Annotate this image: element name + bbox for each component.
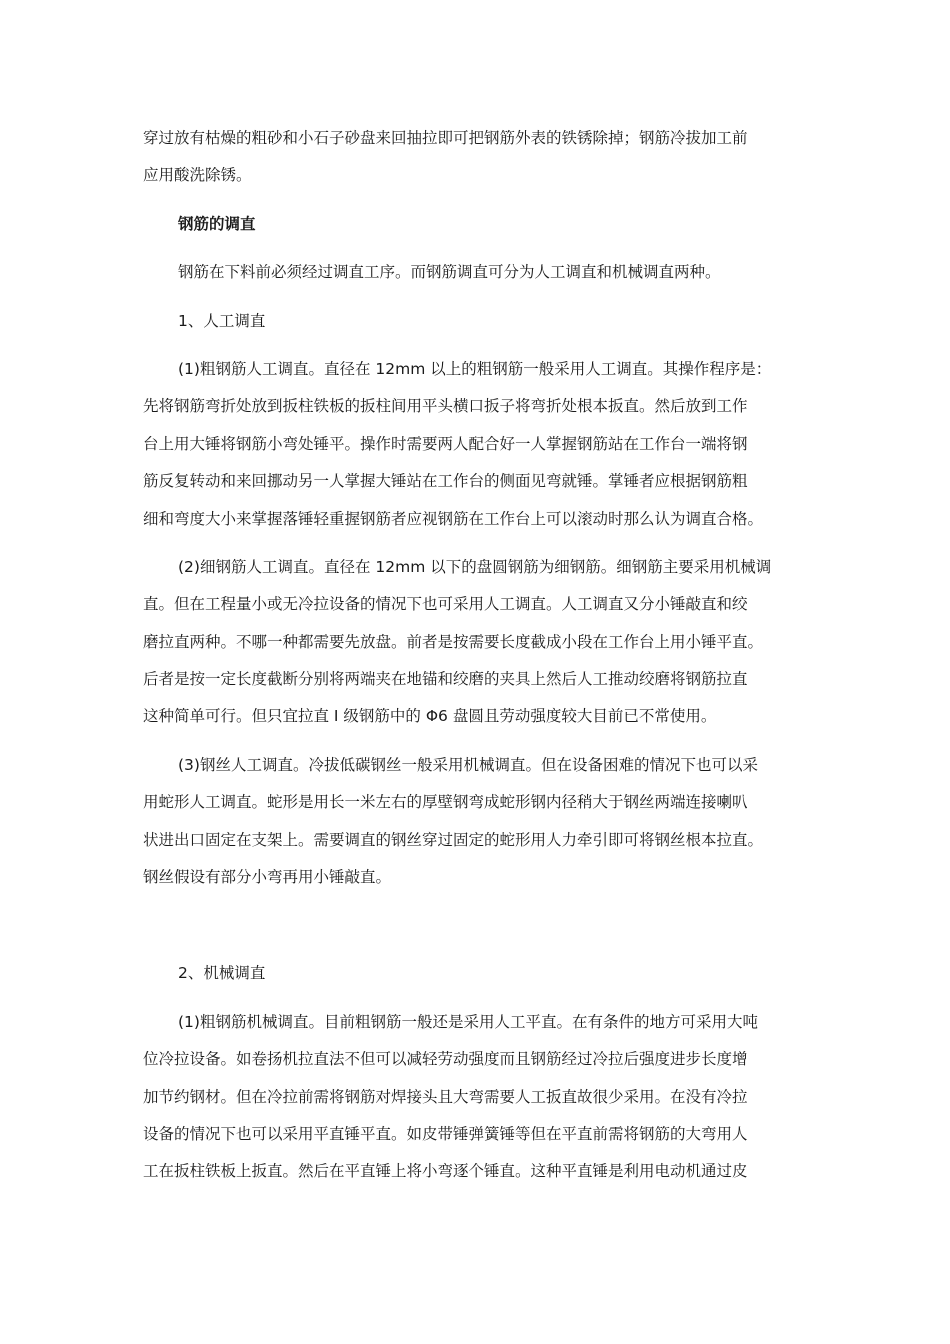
text-line: 工在扳柱铁板上扳直。然后在平直锤上将小弯逐个锤直。这种平直锤是利用电动机通过皮 <box>143 1162 748 1181</box>
text-line: 1、人工调直 <box>178 311 266 330</box>
text-line: 磨拉直两种。不哪一种都需要先放盘。前者是按需要长度截成小段在工作台上用小锤平直。 <box>143 632 764 651</box>
paragraph <box>143 549 815 736</box>
text-line: 穿过放有枯燥的粗砂和小石子砂盘来回抽拉即可把钢筋外表的铁锈除掉；钢筋冷拔加工前 <box>143 129 748 147</box>
text-line: 应用酸洗除锈。 <box>143 166 252 185</box>
text-line: 状进出口固定在支架上。需要调直的钢丝穿过固定的蛇形用人力牵引即可将钢丝根本拉直。 <box>143 830 764 849</box>
text-line: (3)钢丝人工调直。冷拔低碳钢丝一般采用机械调直。但在设备困难的情况下也可以采 <box>178 755 758 774</box>
text-line: 加节约钢材。但在冷拉前需将钢筋对焊接头且大弯需要人工扳直故很少采用。在没有冷拉 <box>143 1087 748 1106</box>
section-heading <box>143 206 815 243</box>
text-line: 先将钢筋弯折处放到扳柱铁板的扳柱间用平头横口扳子将弯折处根本扳直。然后放到工作 <box>143 397 748 416</box>
text-line: 钢筋在下料前必须经过调直工序。而钢筋调直可分为人工调直和机械调直两种。 <box>178 263 721 282</box>
text-line: (1)粗钢筋人工调直。直径在 12mm 以上的粗钢筋一般采用人工调直。其操作程序是： <box>178 359 772 378</box>
text-line: 直。但在工程量小或无冷拉设备的情况下也可采用人工调直。人工调直又分小锤敲直和绞 <box>143 595 748 614</box>
paragraph <box>143 120 815 195</box>
text-line: 位冷拉设备。如卷扬机拉直法不但可以减轻劳动强度而且钢筋经过冷拉后强度进步长度增 <box>143 1050 748 1069</box>
text-line: 用蛇形人工调直。蛇形是用长一米左右的厚壁钢弯成蛇形钢内径稍大于钢丝两端连接喇叭 <box>143 793 748 812</box>
text-line: 2、机械调直 <box>178 964 266 983</box>
paragraph <box>143 351 815 538</box>
blank-spacer <box>143 907 815 955</box>
text-line: 这种简单可行。但只宜拉直 I 级钢筋中的 Φ6 盘圆且劳动强度较大目前已不常使用。 <box>143 707 717 726</box>
text-line: 设备的情况下也可以采用平直锤平直。如皮带锤弹簧锤等但在平直前需将钢筋的大弯用人 <box>143 1124 748 1143</box>
text-line: 后者是按一定长度截断分别将两端夹在地锚和绞磨的夹具上然后人工推动绞磨将钢筋拉直 <box>143 670 748 689</box>
paragraph <box>143 254 815 291</box>
text-line: 细和弯度大小来掌握落锤轻重握钢筋者应视钢筋在工作台上可以滚动时那么认为调直合格。 <box>143 509 764 528</box>
paragraph <box>143 303 815 340</box>
paragraph <box>143 955 815 992</box>
document-body <box>143 120 815 1202</box>
paragraph <box>143 747 815 897</box>
text-line: 台上用大锤将钢筋小弯处锤平。操作时需要两人配合好一人掌握钢筋站在工作台一端将钢 <box>143 434 748 453</box>
text-line: 钢筋的调直 <box>178 214 256 233</box>
text-line: (1)粗钢筋机械调直。目前粗钢筋一般还是采用人工平直。在有条件的地方可采用大吨 <box>178 1012 758 1031</box>
text-line: 钢丝假设有部分小弯再用小锤敲直。 <box>143 868 392 887</box>
paragraph <box>143 1004 815 1191</box>
text-line: (2)细钢筋人工调直。直径在 12mm 以下的盘圆钢筋为细钢筋。细钢筋主要采用机械调 <box>178 557 772 576</box>
text-line: 筋反复转动和来回挪动另一人掌握大锤站在工作台的侧面见弯就锤。掌锤者应根据钢筋粗 <box>143 472 748 491</box>
